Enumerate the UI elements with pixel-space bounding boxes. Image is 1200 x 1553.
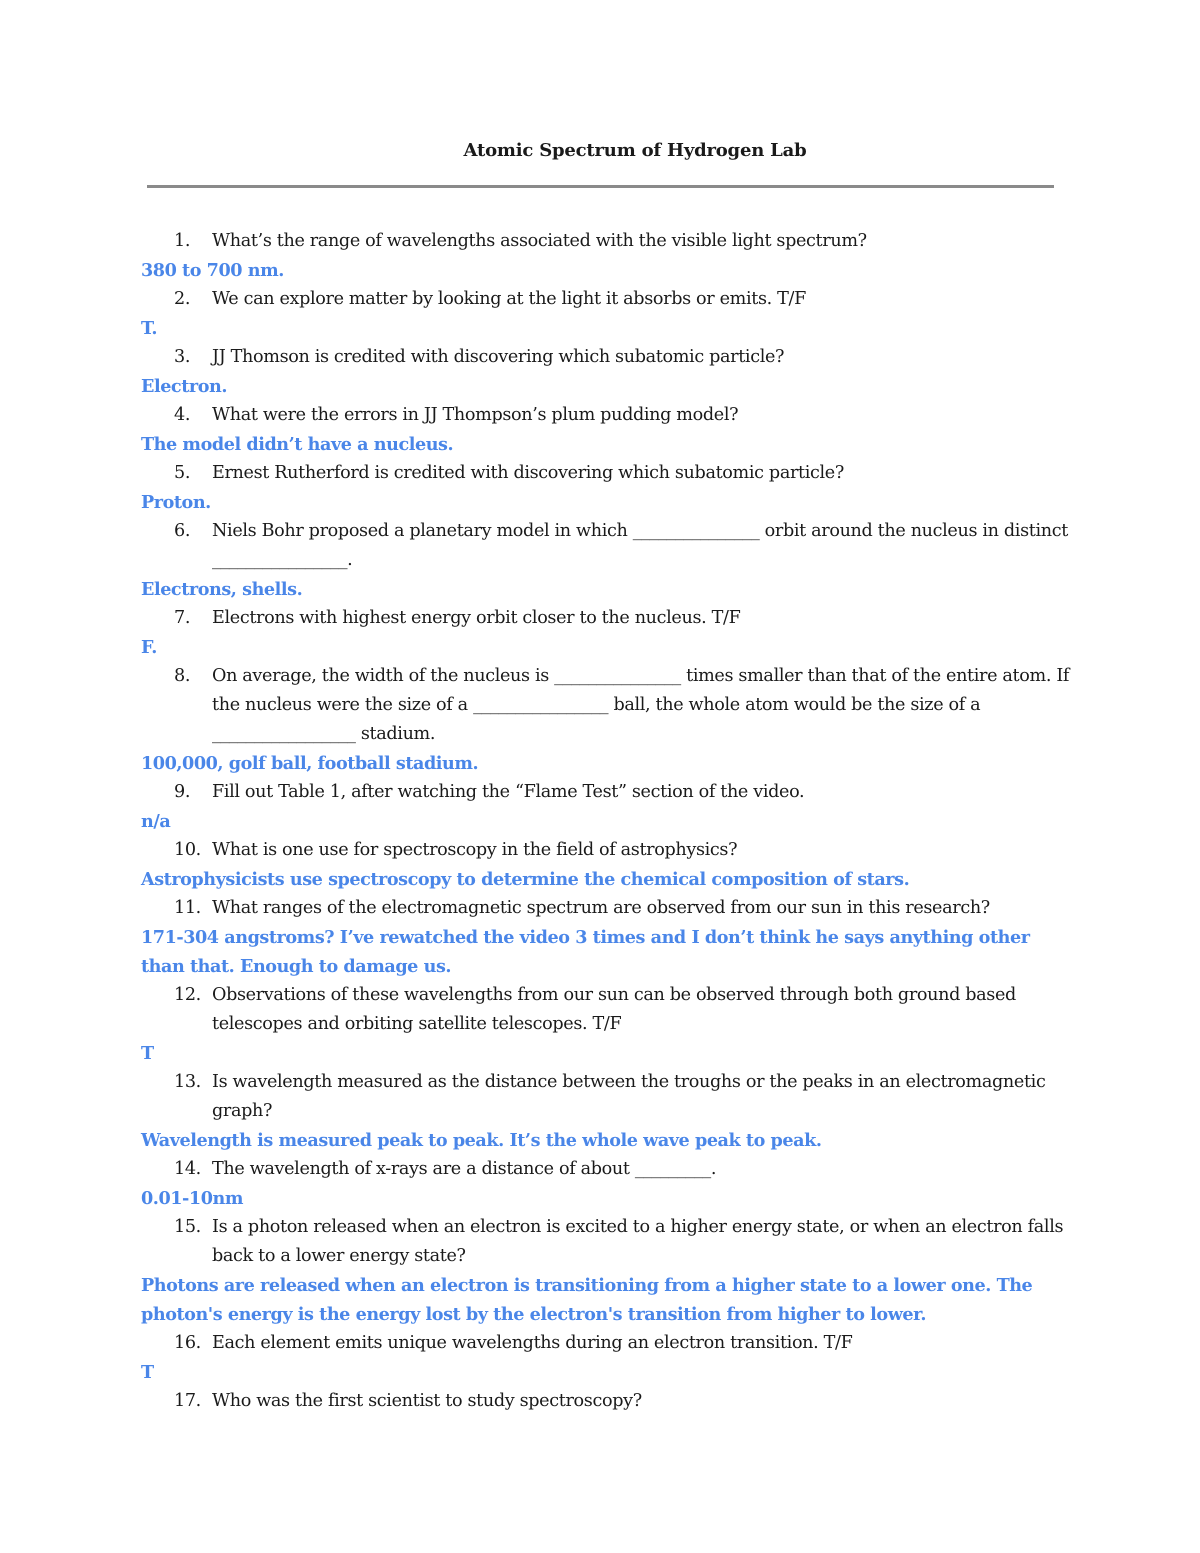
answer-3: Electron. xyxy=(141,376,227,397)
question-11 xyxy=(141,894,1071,923)
question-text: What were the errors in JJ Thompson’s plum pudding model? xyxy=(212,405,739,425)
question-number: 11. xyxy=(174,898,201,918)
question-text: What’s the range of wavelengths associated with the visible light spectrum? xyxy=(212,231,867,251)
question-12 xyxy=(141,981,1071,1039)
question-number: 16. xyxy=(174,1333,201,1353)
question-14 xyxy=(141,1155,1071,1184)
question-text: Observations of these wavelengths from our sun can be observed through both ground based telescopes and orbiting satellite telescopes. T/F xyxy=(212,985,1016,1034)
answer-8: 100,000, golf ball, football stadium. xyxy=(141,753,479,774)
question-number: 15. xyxy=(174,1217,201,1237)
answer-16: T xyxy=(141,1362,154,1383)
question-number: 8. xyxy=(174,666,191,686)
question-5 xyxy=(141,459,1071,488)
question-number: 17. xyxy=(174,1391,201,1411)
question-9 xyxy=(141,778,1071,807)
question-text: The wavelength of x-rays are a distance of about _________. xyxy=(212,1159,717,1179)
question-text: Each element emits unique wavelengths during an electron transition. T/F xyxy=(212,1333,853,1353)
question-number: 10. xyxy=(174,840,201,860)
answer-1: 380 to 700 nm. xyxy=(141,260,284,281)
question-number: 13. xyxy=(174,1072,201,1092)
document-title: Atomic Spectrum of Hydrogen Lab xyxy=(463,140,807,161)
answer-13: Wavelength is measured peak to peak. It’s the whole wave peak to peak. xyxy=(141,1130,822,1151)
question-text: Is wavelength measured as the distance between the troughs or the peaks in an electromagnetic graph? xyxy=(212,1072,1046,1121)
question-text: On average, the width of the nucleus is _______________ times smaller than that of the entire atom. If the nucleus were the size of a ________________ ball, the whole atom would be the size of a _________________ stadium. xyxy=(212,666,1070,744)
question-number: 5. xyxy=(174,463,191,483)
answer-6: Electrons, shells. xyxy=(141,579,303,600)
question-text: Electrons with highest energy orbit closer to the nucleus. T/F xyxy=(212,608,741,628)
question-2 xyxy=(141,285,1071,314)
question-number: 2. xyxy=(174,289,191,309)
answer-12: T xyxy=(141,1043,154,1064)
answer-14: 0.01-10nm xyxy=(141,1188,243,1209)
question-6 xyxy=(141,517,1071,575)
question-text: We can explore matter by looking at the light it absorbs or emits. T/F xyxy=(212,289,806,309)
question-number: 3. xyxy=(174,347,191,367)
question-number: 6. xyxy=(174,521,191,541)
question-17 xyxy=(141,1387,1071,1416)
question-10 xyxy=(141,836,1071,865)
answer-4: The model didn’t have a nucleus. xyxy=(141,434,454,455)
question-text: Niels Bohr proposed a planetary model in which _______________ orbit around the nucleus in distinct ________________. xyxy=(212,521,1068,570)
question-number: 12. xyxy=(174,985,201,1005)
answer-11: 171-304 angstroms? I’ve rewatched the video 3 times and I don’t think he says anything other than that. Enough to damage us. xyxy=(141,927,1030,977)
question-list xyxy=(141,227,1071,1416)
answer-7: F. xyxy=(141,637,157,658)
answer-15: Photons are released when an electron is transitioning from a higher state to a lower one. The photon's energy is the energy lost by the electron's transition from higher to lower. xyxy=(141,1275,1033,1325)
question-number: 4. xyxy=(174,405,191,425)
question-text: Ernest Rutherford is credited with discovering which subatomic particle? xyxy=(212,463,844,483)
question-number: 7. xyxy=(174,608,191,628)
question-text: JJ Thomson is credited with discovering which subatomic particle? xyxy=(212,347,785,367)
question-number: 1. xyxy=(174,231,191,251)
question-text: Fill out Table 1, after watching the “Flame Test” section of the video. xyxy=(212,782,805,802)
question-number: 9. xyxy=(174,782,191,802)
question-text: What is one use for spectroscopy in the field of astrophysics? xyxy=(212,840,738,860)
question-text: What ranges of the electromagnetic spectrum are observed from our sun in this research? xyxy=(212,898,990,918)
answer-10: Astrophysicists use spectroscopy to determine the chemical composition of stars. xyxy=(141,869,910,890)
question-text: Who was the first scientist to study spectroscopy? xyxy=(212,1391,642,1411)
answer-5: Proton. xyxy=(141,492,211,513)
question-7 xyxy=(141,604,1071,633)
question-15 xyxy=(141,1213,1071,1271)
question-4 xyxy=(141,401,1071,430)
question-8 xyxy=(141,662,1071,749)
question-13 xyxy=(141,1068,1071,1126)
question-text: Is a photon released when an electron is excited to a higher energy state, or when an electron falls back to a lower energy state? xyxy=(212,1217,1064,1266)
question-16 xyxy=(141,1329,1071,1358)
answer-9: n/a xyxy=(141,811,171,832)
question-3 xyxy=(141,343,1071,372)
answer-2: T. xyxy=(141,318,158,339)
title-divider xyxy=(147,185,1054,188)
question-1 xyxy=(141,227,1071,256)
question-number: 14. xyxy=(174,1159,201,1179)
